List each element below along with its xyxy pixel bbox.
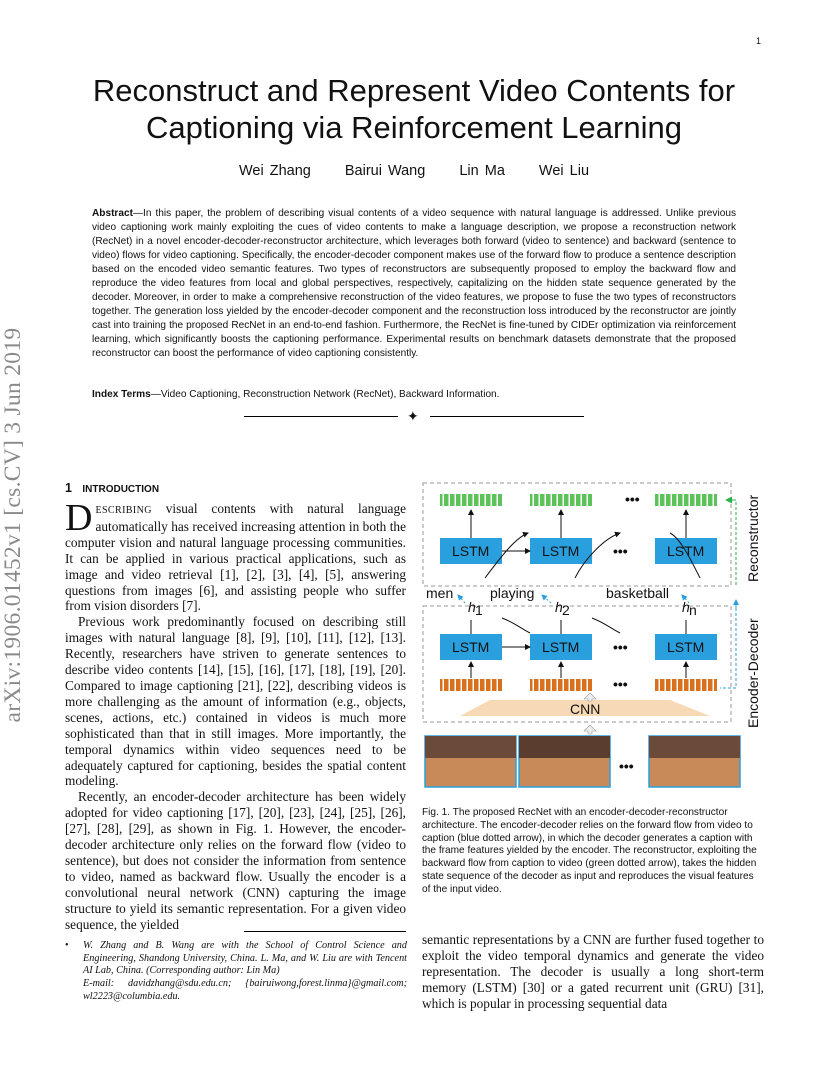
intro-right-column: semantic representations by a CNN are further fused together to exploit the video temporal dynamics and generate the video representation. The decoder is usually a long short-term memory (LSTM) [30] or a gated recurrent unit (GRU) [31], which is popular in processing sequential data — [422, 932, 764, 1011]
intro-paragraph-1 — [65, 497, 406, 614]
hidden-state-label: h — [468, 599, 476, 615]
footnote — [65, 940, 407, 1004]
lstm-label: LSTM — [667, 639, 705, 655]
reconstructed-feature-n — [655, 494, 717, 506]
reconstructor-label: Reconstructor — [745, 494, 761, 582]
index-terms — [92, 389, 736, 400]
ellipsis-frames: ••• — [619, 758, 634, 774]
intro-left-column — [65, 497, 406, 932]
reconstructed-feature-1 — [440, 494, 502, 506]
footnote-text — [83, 940, 407, 1004]
ellipsis-recon: ••• — [613, 543, 628, 559]
footnote-bullet: • — [65, 940, 69, 951]
hidden-state-subscript: n — [689, 602, 697, 618]
intro-paragraph-3: Recently, an encoder-decoder architecture has been widely adopted for video captioning [17], [20], [23], [24], [25], [26], [27], [28], [29], as shown in Fig. 1. However, the encoder-decoder architecture only relies on the forward flow (video to sentence), but does not consider the information from sentence to video, named as backward flow. Usually the encoder is a convolutional neural network (CNN) capturing the image structure to yield its semantic representation. For a given video sequence, the yielded — [65, 789, 406, 932]
reconstructed-feature-2 — [530, 494, 592, 506]
hidden-state-label: h — [555, 599, 563, 615]
ellipsis-top: ••• — [625, 491, 640, 507]
intro-paragraph-1-text: visual contents with natural language automatically has received increasing attention in both the computer vision and natural language processing communities. It can be applied in various practical applications, such as image and video retrieval [1], [2], [3], [4], [5], answering questions from images [6], and assisting people who suffer from vision disorders [7]. — [65, 501, 406, 614]
intro-paragraph-2: Previous work predominantly focused on describing still images with natural language [8], [9], [10], [11], [12], [13]. Recently, researchers have striven to generate sentences to describe video contents [14], [15], [16], [17], [18], [19], [20]. Compared to image captioning [21], [22], describing videos is more challenging as the amount of information (e.g., objects, scenes, actions, etc.) contained in videos is much more sophisticated than that in still images. More importantly, the temporal dynamics within video sequences need to be adequately captured for captioning, besides the spatial content modeling. — [65, 614, 406, 789]
encoder-feature-2 — [530, 679, 592, 691]
title-line-2: Captioning via Reinforcement Learning — [146, 110, 682, 145]
section-heading — [65, 481, 159, 495]
dropcap-continuation: ESCRIBING — [95, 505, 152, 516]
encoder-decoder-label: Encoder-Decoder — [745, 618, 761, 728]
lstm-label: LSTM — [542, 543, 580, 559]
ellipsis-encoder: ••• — [613, 676, 628, 692]
hidden-state-subscript: 1 — [475, 602, 483, 618]
forward-flow-arrow — [720, 608, 736, 688]
abstract — [92, 207, 736, 362]
title-line-1: Reconstruct and Represent Video Contents for — [92, 73, 736, 108]
lstm-label: LSTM — [542, 639, 580, 655]
footnote-email: E-mail: davidzhang@sdu.edu.cn; {bairuiwong,forest.linma}@gmail.com; wl2223@columbia.edu. — [83, 978, 407, 1002]
abstract-text: —In this paper, the problem of describing visual contents of a video sequence with natural language is addressed. Unlike previous video captioning work mainly exploiting the cues of video contents to make a language description, we propose a reconstruction network (RecNet) in a novel encoder-decoder-reconstructor architecture, which leverages both forward (video to sentence) and backward (sentence to video) flows for video captioning. Specifically, the encoder-decoder component makes use of the forward flow to produce a sentence description based on the encoded video semantic features. Two types of reconstructors are subsequently proposed to employ the backward flow and reproduce the video features from local and global perspectives, respectively, capitalizing on the hidden state sequence generated by the decoder. Moreover, in order to make a comprehensive reconstruction of the video features, we propose to fuse the two types of reconstructors together. The generation loss yielded by the encoder-decoder component and the reconstruction loss introduced by the reconstructor are jointly cast into training the proposed RecNet in an end-to-end fashion. Furthermore, the RecNet is fine-tuned by CIDEr optimization via reinforcement learning, which significantly boosts the captioning performance. Experimental results on benchmark datasets demonstrate that the proposed reconstructor can boost the performance of video captioning consistently. — [92, 208, 736, 360]
lstm-label: LSTM — [452, 639, 490, 655]
encoder-feature-1 — [440, 679, 502, 691]
cnn-label: CNN — [570, 701, 601, 717]
separator-line-left — [244, 416, 398, 417]
author-list — [0, 163, 828, 179]
abstract-label: Abstract — [92, 208, 133, 219]
dropcap: D — [65, 497, 93, 539]
backward-flow-arrow — [728, 500, 736, 586]
footnote-rule — [244, 931, 406, 932]
ellipsis-decoder: ••• — [613, 639, 628, 655]
caption-word-basketball: basketball — [606, 585, 670, 601]
author-name: Lin Ma — [459, 163, 505, 179]
caption-word-men: men — [426, 585, 454, 601]
index-terms-text: —Video Captioning, Reconstruction Network (RecNet), Backward Information. — [150, 389, 500, 400]
page-number: 1 — [756, 36, 762, 46]
lstm-label: LSTM — [452, 543, 490, 559]
author-name: Wei Zhang — [238, 163, 311, 179]
author-name: Bairui Wang — [344, 163, 426, 179]
caption-word-playing: playing — [490, 585, 535, 601]
index-terms-label: Index Terms — [92, 389, 151, 400]
section-title: INTRODUCTION — [82, 484, 160, 495]
author-name: Wei Liu — [538, 163, 590, 179]
figure-caption: Fig. 1. The proposed RecNet with an encoder-decoder-reconstructor architecture. The encoder-decoder relies on the forward flow from video to caption (blue dotted arrow), in which the decoder generates a caption with the frame features yielded by the encoder. The reconstructor, exploiting the backward flow from caption to video (green dotted arrow), takes the hidden state sequence of the decoder as input and reproduces the visual features of the input video. — [422, 807, 757, 895]
hidden-state-subscript: 2 — [562, 602, 570, 618]
arxiv-stamp: arXiv:1906.01452v1 [cs.CV] 3 Jun 2019 — [0, 327, 26, 723]
encoder-feature-n — [655, 679, 717, 691]
separator-symbol: ✦ — [407, 408, 419, 424]
figure-recnet-diagram — [420, 478, 770, 798]
paper-title — [40, 72, 788, 146]
footnote-affiliation: W. Zhang and B. Wang are with the School of Control Science and Engineering, Shandong University, China. L. Ma, and W. Liu are with Tencent AI Lab, China. (Corresponding author: Lin Ma) — [83, 940, 407, 977]
lstm-label: LSTM — [667, 543, 705, 559]
section-number: 1 — [65, 481, 72, 495]
separator-line-right — [430, 416, 584, 417]
hidden-state-label: h — [682, 599, 690, 615]
